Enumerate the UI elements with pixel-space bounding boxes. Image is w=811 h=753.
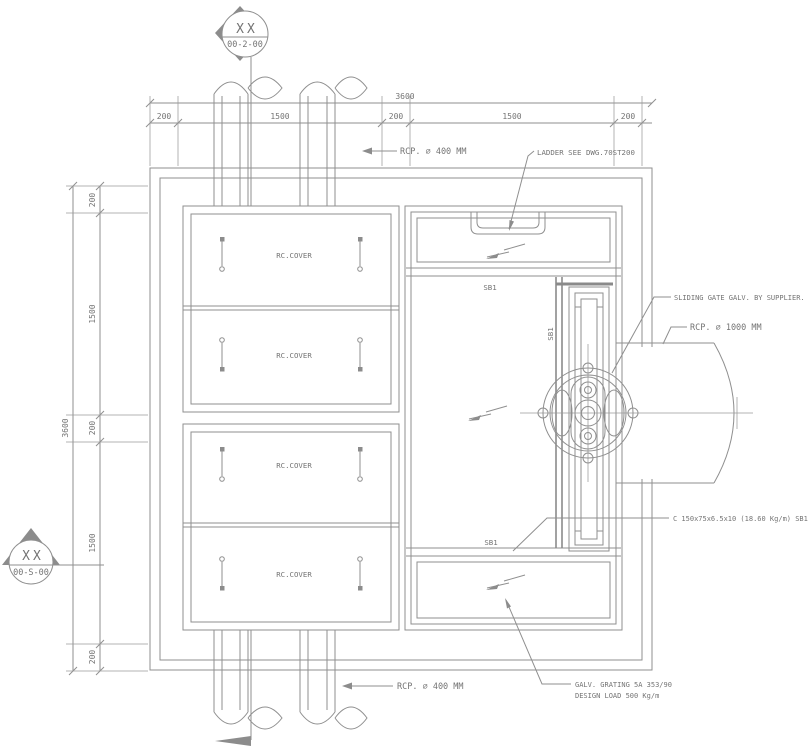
bottom-grating-panel	[417, 562, 610, 618]
pipe-break-symbol	[335, 77, 367, 99]
rc-cover-group-upper	[183, 206, 399, 412]
ladder-label: LADDER SEE DWG.70ST200	[537, 148, 635, 157]
dim-top-seg-5: 200	[620, 112, 636, 121]
pipe-break-symbol	[248, 77, 282, 99]
dim-left-seg-2: 1500	[88, 304, 97, 324]
grating-label-line2: DESIGN LOAD 500 Kg/m	[575, 692, 660, 700]
leader-arrow-icon	[342, 683, 352, 690]
rc-cover-label-4: RC.COVER	[276, 570, 312, 579]
leader-arrow-icon	[505, 598, 511, 609]
dim-top-seg-4: 1500	[502, 112, 522, 121]
pipe-break-symbol	[248, 707, 282, 729]
sb1-label-vertical: SB1	[546, 327, 555, 341]
ladder	[471, 212, 545, 234]
dim-top-seg-3: 200	[388, 112, 404, 121]
section-marker-bottom-code: 00-S-00	[13, 568, 49, 578]
section-marker-top-title: XX	[236, 22, 258, 37]
dim-left-seg-3: 200	[88, 420, 97, 436]
rc-cover-label-1: RC.COVER	[276, 251, 312, 260]
dim-left-seg-5: 200	[88, 649, 97, 665]
section-marker-top	[215, 6, 268, 61]
rc-cover-group-lower	[183, 424, 399, 630]
rc-cover-label-2: RC.COVER	[276, 351, 312, 360]
section-marker-top-code: 00-2-00	[227, 40, 263, 50]
channel-sb1-label: C 150x75x6.5x10 (18.60 Kg/m) SB1	[673, 515, 808, 523]
sb1-label-bottom: SB1	[484, 538, 498, 547]
pipe-break-symbol	[335, 707, 367, 729]
dim-top-seg-1: 200	[156, 112, 172, 121]
dimension-left	[61, 182, 148, 675]
dim-top-total: 3600	[395, 92, 415, 101]
gate-chamber	[405, 206, 622, 630]
grating-label-line1: GALV. GRATING 5A 353/90	[575, 681, 672, 689]
opening-symbol-bottom	[486, 575, 525, 590]
rcp-400-bottom-label: RCP. ∅ 400 MM	[397, 682, 464, 692]
top-grating-panel	[417, 218, 610, 262]
opening-symbol-middle	[468, 406, 507, 421]
bottom-pipes-rcp400	[214, 630, 367, 729]
dim-left-seg-4: 1500	[88, 533, 97, 553]
rcp-1000-label: RCP. ∅ 1000 MM	[690, 323, 762, 333]
sliding-gate-label: SLIDING GATE GALV. BY SUPPLIER.	[674, 294, 805, 302]
leader-arrow-icon	[509, 220, 514, 231]
dim-left-seg-1: 200	[88, 192, 97, 208]
opening-symbol-top	[486, 244, 525, 259]
top-pipes-rcp400	[214, 77, 367, 206]
leader-arrow-icon	[362, 148, 372, 155]
sb1-label-top: SB1	[483, 283, 497, 292]
section-arrow-icon	[215, 736, 251, 746]
dim-top-seg-2: 1500	[270, 112, 290, 121]
section-cut-line	[215, 57, 251, 746]
rc-cover-label-3: RC.COVER	[276, 461, 312, 470]
section-marker-bottom-title: XX	[22, 549, 44, 564]
rcp-400-top-label: RCP. ∅ 400 MM	[400, 147, 467, 157]
dim-left-total: 3600	[61, 418, 70, 438]
